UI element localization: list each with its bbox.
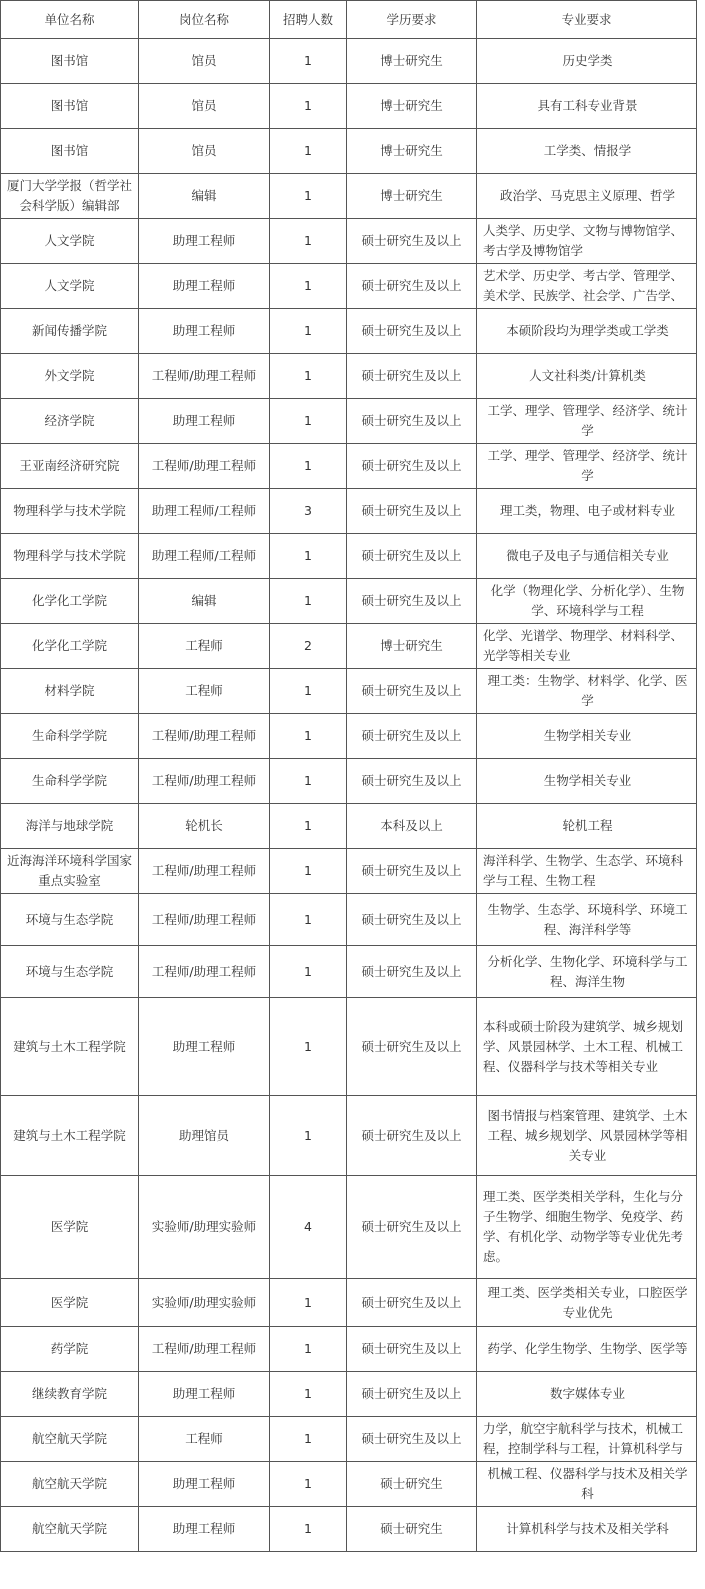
cell-position: 编辑: [139, 174, 270, 219]
cell-unit: 环境与生态学院: [1, 894, 139, 946]
cell-count: 1: [270, 1327, 347, 1372]
cell-unit: 环境与生态学院: [1, 946, 139, 998]
cell-major: 力学，航空宇航科学与技术，机械工程，控制学科与工程，计算机科学与: [477, 1417, 697, 1462]
cell-unit: 航空航天学院: [1, 1462, 139, 1507]
cell-position: 工程师/助理工程师: [139, 946, 270, 998]
table-row: [1, 714, 697, 759]
cell-major: 工学、理学、管理学、经济学、统计学: [477, 399, 697, 444]
cell-position: 助理工程师/工程师: [139, 534, 270, 579]
cell-major: 理工类、医学类相关专业，口腔医学专业优先: [477, 1279, 697, 1327]
table-row: [1, 894, 697, 946]
cell-position: 助理工程师: [139, 1507, 270, 1552]
header-education: 学历要求: [347, 1, 477, 39]
cell-major: 生物学、生态学、环境科学、环境工程、海洋科学等: [477, 894, 697, 946]
cell-major: 机械工程、仪器科学与技术及相关学科: [477, 1462, 697, 1507]
cell-major: 生物学相关专业: [477, 714, 697, 759]
cell-unit: 继续教育学院: [1, 1372, 139, 1417]
cell-unit: 生命科学学院: [1, 714, 139, 759]
cell-major: 理工类，物理、电子或材料专业: [477, 489, 697, 534]
cell-position: 助理工程师: [139, 219, 270, 264]
cell-major: 理工类、医学类相关学科，生化与分子生物学、细胞生物学、免疫学、药学、有机化学、动物学等专业优先考虑。: [477, 1176, 697, 1279]
cell-position: 工程师/助理工程师: [139, 714, 270, 759]
cell-unit: 航空航天学院: [1, 1417, 139, 1462]
cell-major: 本科或硕士阶段为建筑学、城乡规划学、风景园林学、土木工程、机械工程、仪器科学与技术等相关专业: [477, 998, 697, 1096]
table-row: [1, 309, 697, 354]
cell-count: 1: [270, 399, 347, 444]
cell-count: 1: [270, 174, 347, 219]
cell-education: 博士研究生: [347, 174, 477, 219]
cell-major: 历史学类: [477, 39, 697, 84]
cell-major: 图书情报与档案管理、建筑学、土木工程、城乡规划学、风景园林学等相关专业: [477, 1096, 697, 1176]
table-row: [1, 1372, 697, 1417]
cell-count: 1: [270, 804, 347, 849]
table-row: [1, 264, 697, 309]
table-row: [1, 1417, 697, 1462]
cell-education: 硕士研究生及以上: [347, 444, 477, 489]
cell-education: 硕士研究生及以上: [347, 264, 477, 309]
cell-position: 助理工程师: [139, 309, 270, 354]
cell-count: 1: [270, 714, 347, 759]
cell-position: 馆员: [139, 129, 270, 174]
cell-major: 本硕阶段均为理学类或工学类: [477, 309, 697, 354]
cell-position: 助理馆员: [139, 1096, 270, 1176]
cell-count: 1: [270, 1417, 347, 1462]
cell-major: 海洋科学、生物学、生态学、环境科学与工程、生物工程: [477, 849, 697, 894]
table-row: [1, 489, 697, 534]
cell-count: 1: [270, 1462, 347, 1507]
cell-major: 艺术学、历史学、考古学、管理学、美术学、民族学、社会学、广告学、: [477, 264, 697, 309]
cell-education: 硕士研究生及以上: [347, 1327, 477, 1372]
cell-count: 1: [270, 579, 347, 624]
cell-education: 硕士研究生及以上: [347, 1372, 477, 1417]
cell-count: 4: [270, 1176, 347, 1279]
cell-unit: 人文学院: [1, 264, 139, 309]
cell-count: 1: [270, 444, 347, 489]
cell-education: 硕士研究生及以上: [347, 669, 477, 714]
cell-major: 政治学、马克思主义原理、哲学: [477, 174, 697, 219]
cell-education: 硕士研究生: [347, 1462, 477, 1507]
cell-education: 硕士研究生及以上: [347, 849, 477, 894]
cell-position: 助理工程师: [139, 1372, 270, 1417]
cell-count: 1: [270, 534, 347, 579]
table-row: [1, 804, 697, 849]
table-row: [1, 399, 697, 444]
cell-position: 工程师: [139, 624, 270, 669]
cell-unit: 图书馆: [1, 39, 139, 84]
cell-position: 助理工程师: [139, 264, 270, 309]
cell-unit: 建筑与土木工程学院: [1, 1096, 139, 1176]
cell-count: 1: [270, 129, 347, 174]
table-row: [1, 998, 697, 1096]
cell-major: 分析化学、生物化学、环境科学与工程、海洋生物: [477, 946, 697, 998]
cell-major: 化学（物理化学、分析化学）、生物学、环境科学与工程: [477, 579, 697, 624]
cell-education: 硕士研究生及以上: [347, 759, 477, 804]
table-header: [1, 1, 697, 39]
cell-position: 助理工程师: [139, 998, 270, 1096]
cell-count: 1: [270, 219, 347, 264]
cell-major: 具有工科专业背景: [477, 84, 697, 129]
cell-unit: 生命科学学院: [1, 759, 139, 804]
cell-major: 人文社科类/计算机类: [477, 354, 697, 399]
cell-education: 硕士研究生及以上: [347, 946, 477, 998]
cell-unit: 图书馆: [1, 129, 139, 174]
header-count: 招聘人数: [270, 1, 347, 39]
cell-unit: 物理科学与技术学院: [1, 534, 139, 579]
cell-unit: 医学院: [1, 1279, 139, 1327]
cell-position: 工程师/助理工程师: [139, 1327, 270, 1372]
cell-count: 1: [270, 354, 347, 399]
cell-education: 硕士研究生及以上: [347, 489, 477, 534]
table-row: [1, 84, 697, 129]
cell-major: 工学类、情报学: [477, 129, 697, 174]
cell-position: 助理工程师: [139, 1462, 270, 1507]
cell-major: 工学、理学、管理学、经济学、统计学: [477, 444, 697, 489]
cell-position: 工程师/助理工程师: [139, 849, 270, 894]
cell-education: 硕士研究生及以上: [347, 1279, 477, 1327]
cell-education: 硕士研究生及以上: [347, 714, 477, 759]
cell-education: 硕士研究生及以上: [347, 1417, 477, 1462]
table-row: [1, 579, 697, 624]
cell-unit: 近海海洋环境科学国家重点实验室: [1, 849, 139, 894]
table-row: [1, 1507, 697, 1552]
cell-position: 工程师: [139, 1417, 270, 1462]
cell-unit: 新闻传播学院: [1, 309, 139, 354]
cell-education: 博士研究生: [347, 84, 477, 129]
cell-position: 馆员: [139, 84, 270, 129]
cell-position: 助理工程师/工程师: [139, 489, 270, 534]
table-row: [1, 669, 697, 714]
cell-count: 2: [270, 624, 347, 669]
cell-count: 3: [270, 489, 347, 534]
cell-major: 微电子及电子与通信相关专业: [477, 534, 697, 579]
cell-position: 实验师/助理实验师: [139, 1176, 270, 1279]
cell-unit: 厦门大学学报（哲学社会科学版）编辑部: [1, 174, 139, 219]
cell-count: 1: [270, 894, 347, 946]
table-body: [1, 39, 697, 1552]
cell-count: 1: [270, 39, 347, 84]
cell-unit: 图书馆: [1, 84, 139, 129]
table-row: [1, 219, 697, 264]
cell-position: 工程师/助理工程师: [139, 894, 270, 946]
cell-position: 工程师/助理工程师: [139, 759, 270, 804]
cell-education: 硕士研究生及以上: [347, 309, 477, 354]
cell-education: 博士研究生: [347, 129, 477, 174]
table-row: [1, 534, 697, 579]
table-row: [1, 624, 697, 669]
table-row: [1, 849, 697, 894]
cell-education: 硕士研究生及以上: [347, 354, 477, 399]
cell-education: 硕士研究生及以上: [347, 219, 477, 264]
table-row: [1, 354, 697, 399]
cell-count: 1: [270, 1279, 347, 1327]
table-row: [1, 946, 697, 998]
cell-position: 工程师/助理工程师: [139, 354, 270, 399]
cell-education: 博士研究生: [347, 39, 477, 84]
cell-unit: 药学院: [1, 1327, 139, 1372]
cell-major: 化学、光谱学、物理学、材料科学、光学等相关专业: [477, 624, 697, 669]
cell-unit: 经济学院: [1, 399, 139, 444]
cell-major: 人类学、历史学、文物与博物馆学、考古学及博物馆学: [477, 219, 697, 264]
cell-major: 生物学相关专业: [477, 759, 697, 804]
cell-major: 数字媒体专业: [477, 1372, 697, 1417]
cell-position: 馆员: [139, 39, 270, 84]
cell-count: 1: [270, 1372, 347, 1417]
table-row: [1, 444, 697, 489]
cell-count: 1: [270, 998, 347, 1096]
cell-unit: 建筑与土木工程学院: [1, 998, 139, 1096]
table-row: [1, 39, 697, 84]
table-row: [1, 1176, 697, 1279]
cell-education: 博士研究生: [347, 624, 477, 669]
cell-major: 计算机科学与技术及相关学科: [477, 1507, 697, 1552]
header-position: 岗位名称: [139, 1, 270, 39]
cell-major: 理工类：生物学、材料学、化学、医学: [477, 669, 697, 714]
cell-education: 本科及以上: [347, 804, 477, 849]
cell-education: 硕士研究生及以上: [347, 1096, 477, 1176]
cell-position: 实验师/助理实验师: [139, 1279, 270, 1327]
cell-count: 1: [270, 309, 347, 354]
cell-position: 编辑: [139, 579, 270, 624]
cell-count: 1: [270, 1507, 347, 1552]
cell-count: 1: [270, 84, 347, 129]
table-row: [1, 1327, 697, 1372]
table-row: [1, 1462, 697, 1507]
cell-unit: 海洋与地球学院: [1, 804, 139, 849]
header-row: [1, 1, 697, 39]
cell-position: 工程师: [139, 669, 270, 714]
table-row: [1, 1279, 697, 1327]
cell-unit: 医学院: [1, 1176, 139, 1279]
cell-count: 1: [270, 849, 347, 894]
table-row: [1, 174, 697, 219]
cell-unit: 材料学院: [1, 669, 139, 714]
cell-unit: 人文学院: [1, 219, 139, 264]
cell-position: 助理工程师: [139, 399, 270, 444]
cell-education: 硕士研究生及以上: [347, 399, 477, 444]
cell-count: 1: [270, 759, 347, 804]
cell-education: 硕士研究生及以上: [347, 579, 477, 624]
cell-education: 硕士研究生及以上: [347, 894, 477, 946]
cell-major: 药学、化学生物学、生物学、医学等: [477, 1327, 697, 1372]
header-unit: 单位名称: [1, 1, 139, 39]
table-row: [1, 129, 697, 174]
table-row: [1, 759, 697, 804]
cell-education: 硕士研究生: [347, 1507, 477, 1552]
cell-unit: 化学化工学院: [1, 624, 139, 669]
header-major: 专业要求: [477, 1, 697, 39]
cell-unit: 化学化工学院: [1, 579, 139, 624]
cell-position: 工程师/助理工程师: [139, 444, 270, 489]
cell-major: 轮机工程: [477, 804, 697, 849]
cell-count: 1: [270, 1096, 347, 1176]
cell-education: 硕士研究生及以上: [347, 998, 477, 1096]
cell-unit: 外文学院: [1, 354, 139, 399]
cell-education: 硕士研究生及以上: [347, 1176, 477, 1279]
cell-unit: 物理科学与技术学院: [1, 489, 139, 534]
cell-education: 硕士研究生及以上: [347, 534, 477, 579]
cell-count: 1: [270, 669, 347, 714]
cell-unit: 王亚南经济研究院: [1, 444, 139, 489]
cell-count: 1: [270, 264, 347, 309]
cell-count: 1: [270, 946, 347, 998]
cell-unit: 航空航天学院: [1, 1507, 139, 1552]
cell-position: 轮机长: [139, 804, 270, 849]
table-row: [1, 1096, 697, 1176]
